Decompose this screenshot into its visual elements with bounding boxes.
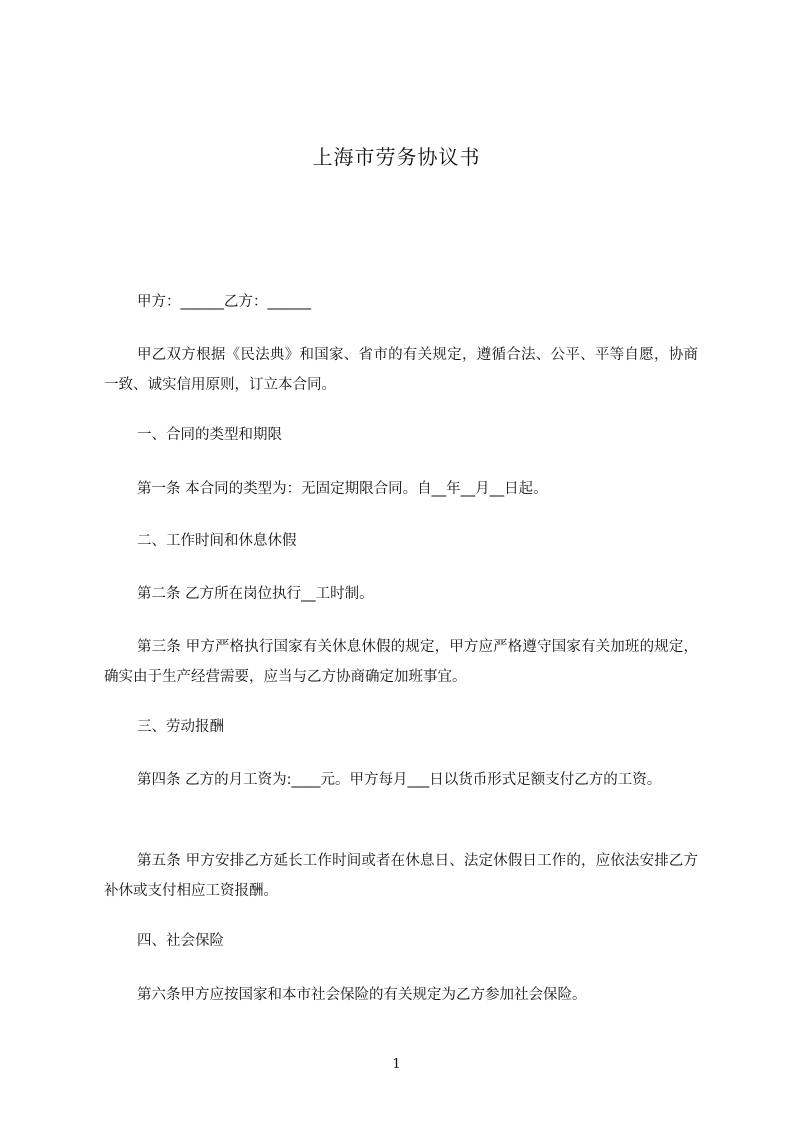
article-1: 第一条 本合同的类型为：无固定期限合同。自__年__月__日起。 bbox=[137, 481, 548, 497]
page-number: 1 bbox=[392, 1057, 401, 1072]
article-5: 第五条 甲方安排乙方延长工作时间或者在休息日、法定休假日工作的，应依法安排乙方补休或支付相应工资报酬。 bbox=[104, 853, 698, 899]
article-3: 第三条 甲方严格执行国家有关休息休假的规定，甲方应严格遵守国家有关加班的规定，确实由于生产经营需要，应当与乙方协商确定加班事宜。 bbox=[104, 639, 698, 685]
preamble-paragraph: 甲乙双方根据《民法典》和国家、省市的有关规定，遵循合法、公平、平等自愿，协商一致、诚实信用原则，订立本合同。 bbox=[104, 347, 698, 393]
section-heading-social-insurance: 四、社会保险 bbox=[137, 933, 224, 949]
section-heading-contract-type: 一、合同的类型和期限 bbox=[137, 427, 282, 443]
section-heading-remuneration: 三、劳动报酬 bbox=[137, 719, 224, 735]
section-heading-working-hours: 二、工作时间和休息休假 bbox=[137, 533, 297, 549]
article-4: 第四条 乙方的月工资为:____元。甲方每月___日以货币形式足额支付乙方的工资。 bbox=[137, 772, 662, 788]
article-6: 第六条甲方应按国家和本市社会保险的有关规定为乙方参加社会保险。 bbox=[137, 987, 587, 1003]
document-title: 上海市劳务协议书 bbox=[312, 145, 481, 169]
article-2: 第二条 乙方所在岗位执行__工时制。 bbox=[137, 586, 374, 602]
parties-line: 甲方：______乙方：______ bbox=[137, 294, 311, 310]
